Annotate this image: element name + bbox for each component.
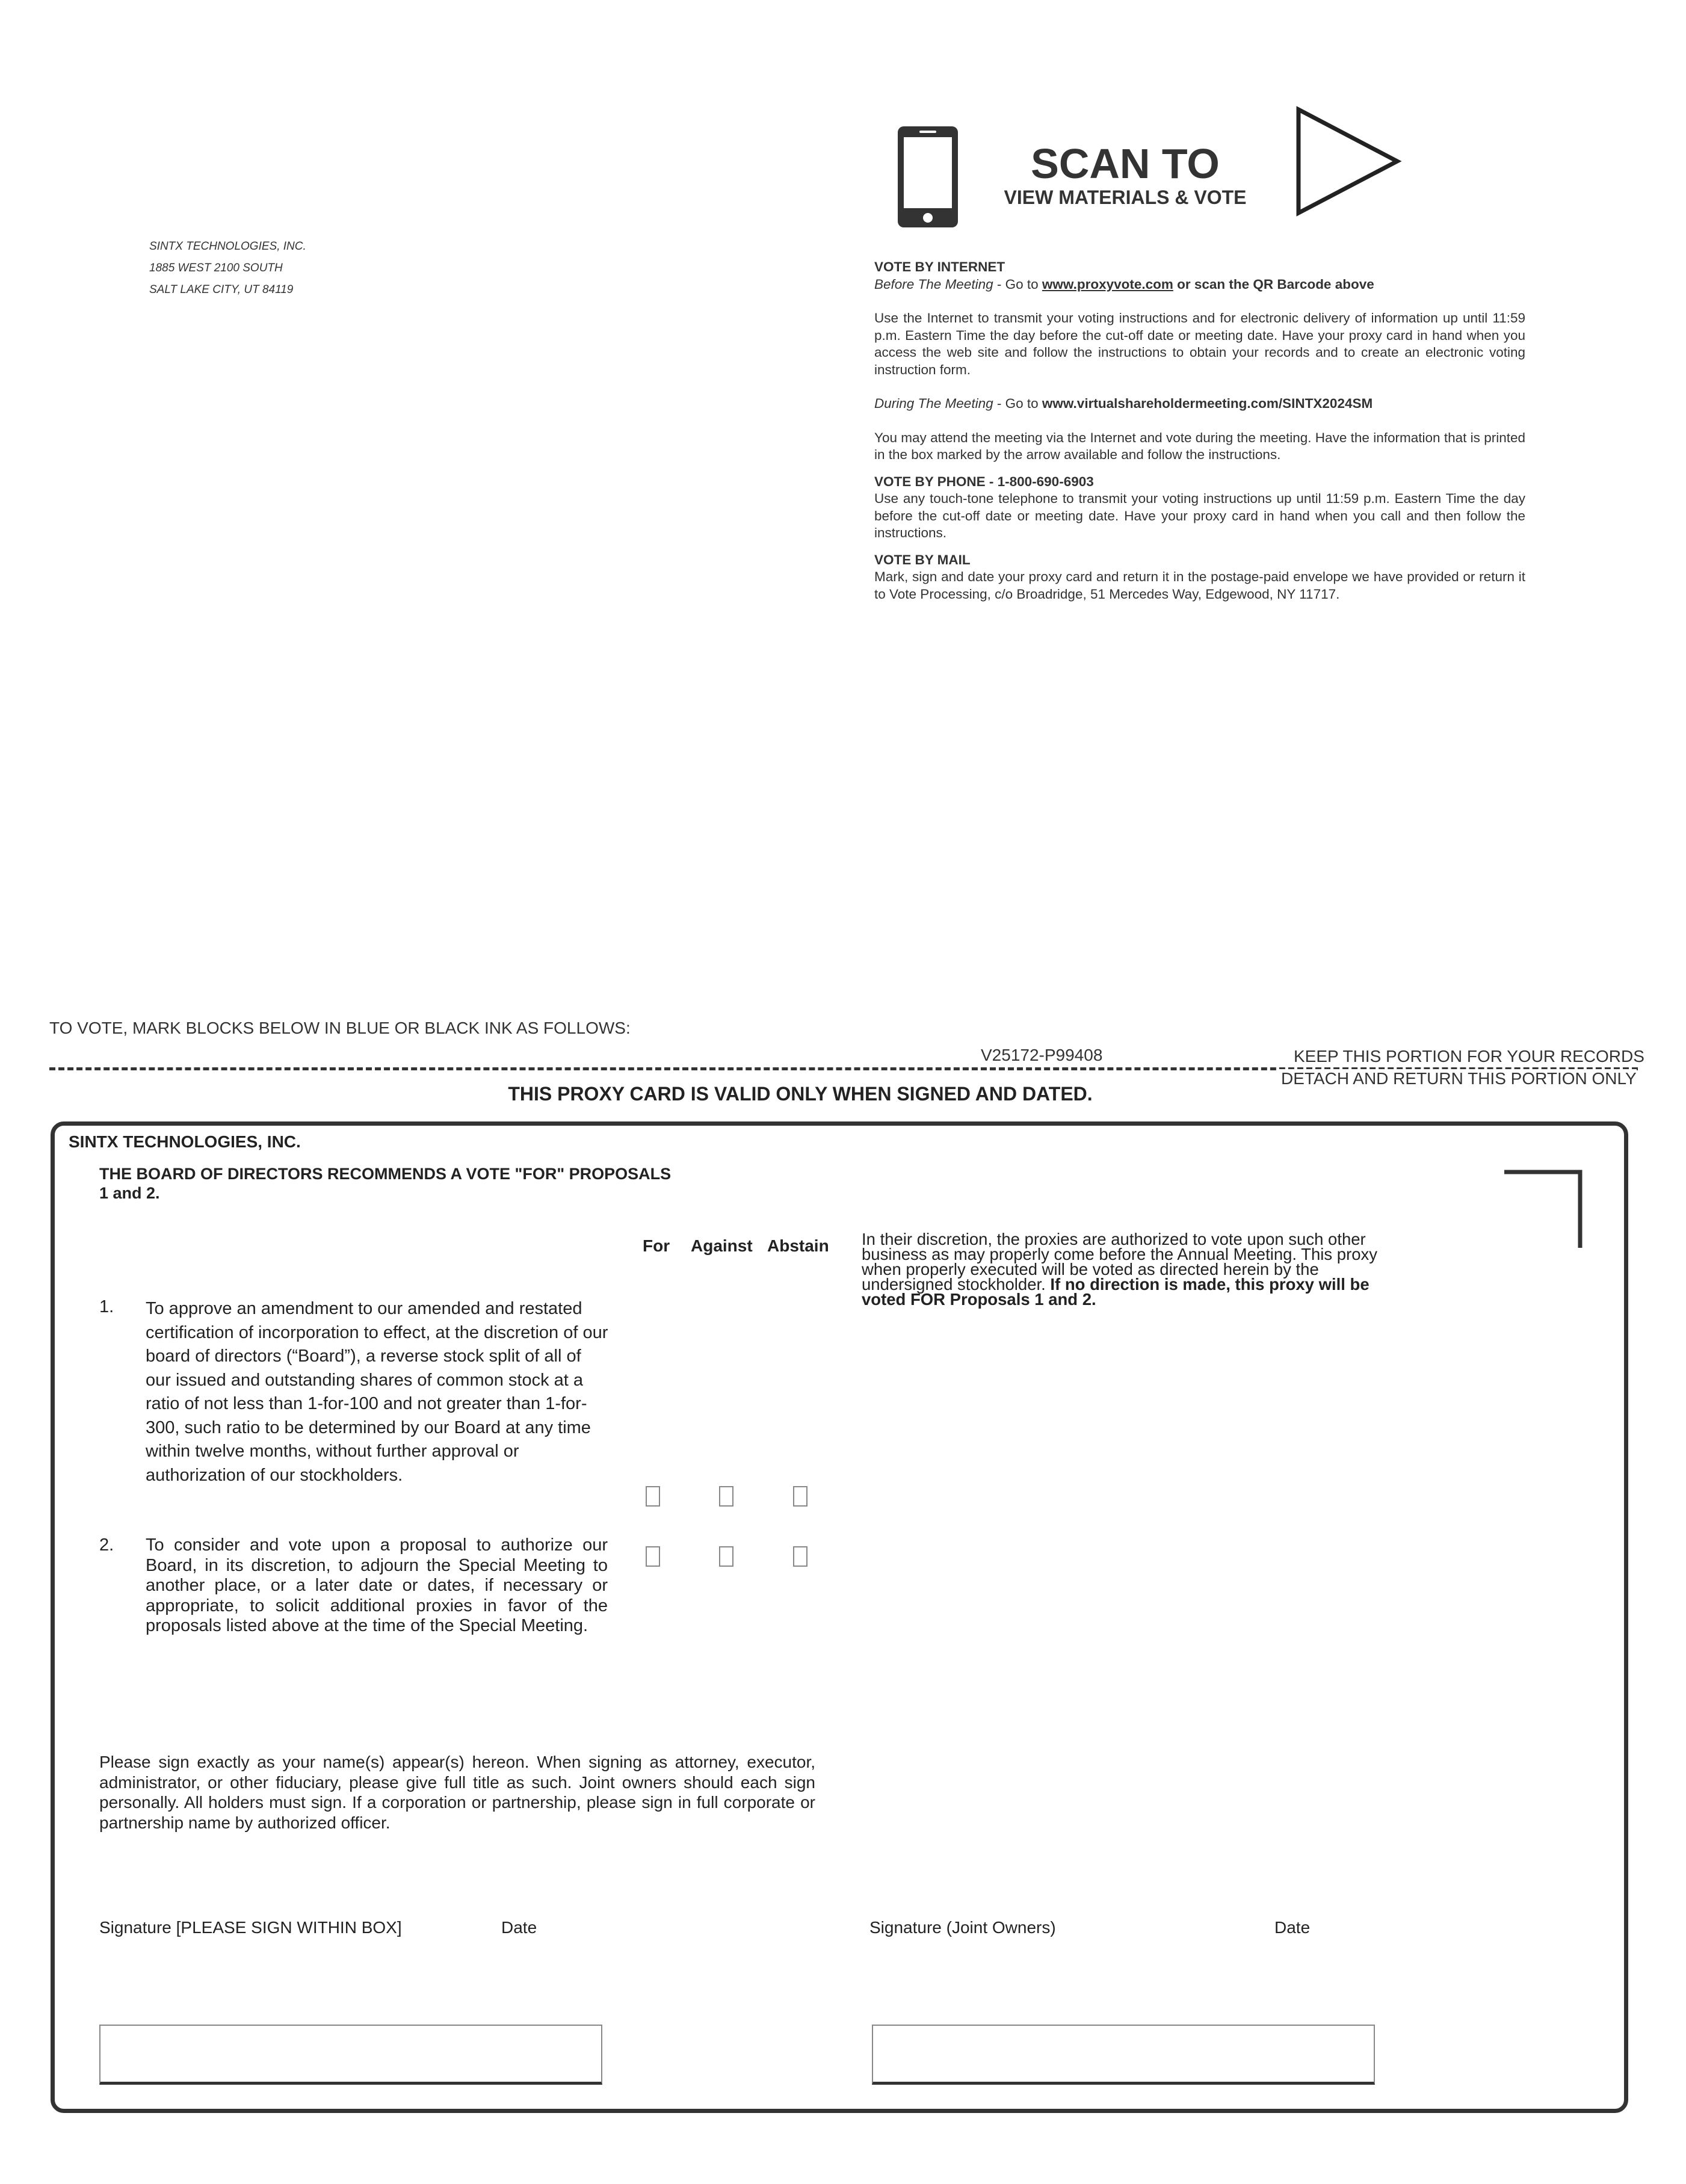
mail-body: Mark, sign and date your proxy card and return it in the postage-paid envelope we have provided or return it to Vote Processing, c/o Broadridge, 51 Mercedes Way, Edgewood, NY 11717.	[874, 569, 1525, 602]
joint-signature-box[interactable]	[872, 2025, 1277, 2085]
detach-portion-label: DETACH AND RETURN THIS PORTION ONLY	[1279, 1069, 1637, 1088]
proposal-2-against-checkbox[interactable]	[719, 1546, 733, 1567]
column-for: For	[643, 1236, 670, 1255]
mark-instructions: TO VOTE, MARK BLOCKS BELOW IN BLUE OR BLACK INK AS FOLLOWS:	[49, 1019, 631, 1037]
return-street: 1885 WEST 2100 SOUTH	[149, 262, 283, 274]
signing-instructions: Please sign exactly as your name(s) appear(s) hereon. When signing as attorney, executor, administrator, or other fiduciary, please give full title as such. Joint owners should each sign personally. All holders must sign. If a corporation or partnership, please sign in full corporate or partnership name by authorized officer.	[99, 1753, 815, 1832]
valid-notice: THIS PROXY CARD IS VALID ONLY WHEN SIGNED AND DATED.	[508, 1083, 1093, 1105]
before-label: Before The Meeting	[874, 276, 993, 292]
proposal-1-against-checkbox[interactable]	[719, 1486, 733, 1507]
virtual-meeting-link[interactable]: www.virtualshareholdermeeting.com/SINTX2024SM	[1042, 396, 1373, 411]
phone-body: Use any touch-tone telephone to transmit your voting instructions up until 11:59 p.m. Eastern Time the day before the cut-off date or meeting date. Have your proxy card in hand when you call and then follow the instructions.	[874, 491, 1525, 540]
before-goto: - Go to	[993, 276, 1042, 292]
during-body: You may attend the meeting via the Internet and vote during the meeting. Have the information that is printed in the box marked by the arrow available and follow the instructions.	[874, 430, 1525, 462]
arrow-icon	[1294, 106, 1402, 217]
proposal-2-text: To consider and vote upon a proposal to authorize our Board, in its discretion, to adjourn the Special Meeting to another place, or a later date or dates, if necessary or appropriate, to solicit additional proxies in favor of the proposals listed above at the time of the Special Meeting.	[146, 1535, 608, 1635]
board-recommendation	[99, 1164, 701, 1203]
return-company: SINTX TECHNOLOGIES, INC.	[149, 240, 306, 253]
signature-box[interactable]	[99, 2025, 504, 2085]
return-address	[149, 236, 306, 301]
date-box[interactable]	[503, 2025, 602, 2085]
proposal-1-number: 1.	[99, 1297, 114, 1316]
scan-title: SCAN TO	[1031, 140, 1220, 187]
during-goto: - Go to	[993, 396, 1042, 411]
scan-subtitle: VIEW MATERIALS & VOTE	[1004, 187, 1247, 208]
proposal-1-abstain-checkbox[interactable]	[793, 1486, 807, 1507]
proposal-2-for-checkbox[interactable]	[646, 1546, 660, 1567]
voting-instructions	[874, 259, 1525, 603]
during-label: During The Meeting	[874, 396, 993, 411]
discretion-text	[862, 1232, 1391, 1307]
proxyvote-link[interactable]: www.proxyvote.com	[1042, 276, 1173, 292]
column-abstain: Abstain	[767, 1236, 829, 1255]
board-line-1: THE BOARD OF DIRECTORS RECOMMENDS A VOTE "FOR" PROPOSALS	[99, 1165, 672, 1183]
registration-corner-mark	[1504, 1170, 1583, 1248]
discretion-bold: If no direction is made, this proxy will be voted FOR Proposals 1 and 2.	[862, 1275, 1369, 1309]
signature-label: Signature [PLEASE SIGN WITHIN BOX]	[99, 1918, 402, 1937]
joint-signature-label: Signature (Joint Owners)	[869, 1918, 1056, 1937]
internet-during-line	[874, 395, 1525, 413]
internet-before-line	[874, 276, 1525, 294]
phone-heading: VOTE BY PHONE - 1-800-690-6903	[874, 474, 1094, 489]
mail-heading: VOTE BY MAIL	[874, 552, 971, 567]
smartphone-icon	[895, 125, 960, 229]
control-number: V25172-P99408	[981, 1046, 1103, 1064]
joint-date-box[interactable]	[1276, 2025, 1375, 2085]
before-tail: or scan the QR Barcode above	[1173, 276, 1374, 292]
return-city: SALT LAKE CITY, UT 84119	[149, 283, 294, 296]
date-label: Date	[501, 1918, 537, 1937]
internet-body: Use the Internet to transmit your voting instructions and for electronic delivery of information up until 11:59 p.m. Eastern Time the day before the cut-off date or meeting date. Have your proxy card in hand when you access the web site and follow the instructions to obtain your records and to create an electronic voting instruction form.	[874, 310, 1525, 377]
proposal-1-for-checkbox[interactable]	[646, 1486, 660, 1507]
proposal-2-abstain-checkbox[interactable]	[793, 1546, 807, 1567]
joint-date-label: Date	[1274, 1918, 1311, 1937]
board-line-2: 1 and 2.	[99, 1184, 160, 1202]
column-against: Against	[691, 1236, 753, 1255]
card-company-name: SINTX TECHNOLOGIES, INC.	[69, 1132, 301, 1151]
keep-portion-label: KEEP THIS PORTION FOR YOUR RECORDS	[1294, 1047, 1644, 1066]
internet-heading: VOTE BY INTERNET	[874, 259, 1005, 274]
discretion-normal: In their discretion, the proxies are authorized to vote upon such other business as may properly come before the Annual Meeting. This proxy when properly executed will be voted as directed herein by the undersigned stockholder.	[862, 1230, 1378, 1294]
proposal-2-number: 2.	[99, 1535, 114, 1555]
proposal-1-text: To approve an amendment to our amended and restated certification of incorporation to effect, at the discretion of our board of directors (“Board”), a reverse stock split of all of our issued and outstanding shares of common stock at a ratio of not less than 1-for-100 and not greater than 1-for-300, such ratio to be determined by our Board at any time within twelve months, without further approval or authorization of our stockholders.	[146, 1299, 608, 1485]
